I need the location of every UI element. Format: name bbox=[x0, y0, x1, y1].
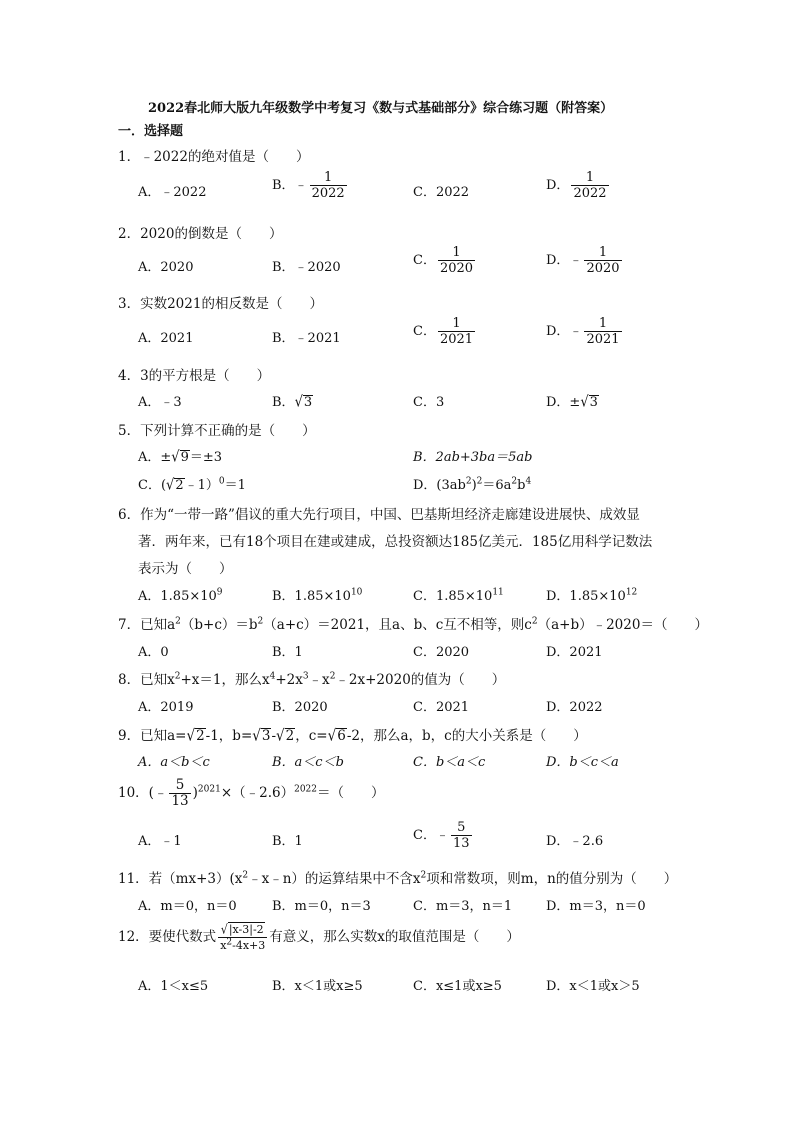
q3-option-b: B．﹣2021 bbox=[272, 331, 341, 346]
q5-a-suffix: ＝±3 bbox=[189, 450, 223, 465]
q11-option-a: A．m＝0，n＝0 bbox=[138, 899, 237, 914]
q11-exp1: 2 bbox=[242, 870, 249, 881]
q7-part4: （a+b）﹣2020＝（ ） bbox=[537, 617, 708, 633]
q8-part1: 8．已知x bbox=[118, 672, 175, 688]
q6-option-a bbox=[138, 585, 223, 604]
q9-radicand1: 2 bbox=[196, 728, 205, 744]
q12-numerator bbox=[218, 922, 267, 937]
q9-radicand4: 6 bbox=[337, 728, 346, 744]
q2-c-fraction bbox=[438, 245, 475, 276]
question-11-stem bbox=[118, 867, 677, 887]
q8-part4: ﹣x bbox=[308, 672, 330, 688]
q8-part2: +x＝1，那么x bbox=[180, 672, 270, 688]
q10-c-numerator: 5 bbox=[457, 820, 466, 835]
sqrt-sign: √ bbox=[186, 726, 196, 746]
section-heading: 一．选择题 bbox=[118, 124, 184, 139]
q5-d-exp4: 4 bbox=[525, 476, 532, 487]
q9-part3: - bbox=[271, 728, 277, 744]
q1-option-a: A．﹣2022 bbox=[138, 185, 207, 200]
q3-c-numerator: 1 bbox=[452, 316, 461, 331]
q8-exp-a: 2 bbox=[174, 671, 181, 682]
q8-option-c: C．2021 bbox=[413, 700, 470, 715]
q12-option-c: C．x≤1或x≥5 bbox=[413, 979, 502, 994]
q2-d-numerator: 1 bbox=[598, 245, 608, 260]
q8-part5: ﹣2x+2020的值为（ ） bbox=[335, 672, 506, 688]
q5-d-mid: ) bbox=[471, 478, 477, 493]
q2-d-denominator: 2020 bbox=[586, 261, 620, 276]
q12-option-a: A．1＜x≤5 bbox=[138, 979, 209, 994]
q6-c-base: C．1.85×10 bbox=[413, 589, 493, 604]
question-4-stem: 4．3的平方根是（ ） bbox=[118, 368, 271, 384]
sqrt-sign: √ bbox=[276, 726, 285, 746]
q11-option-b: B．m＝0，n＝3 bbox=[272, 899, 371, 914]
q5-option-d bbox=[413, 474, 531, 493]
q2-c-prefix: C． bbox=[413, 253, 436, 268]
question-1-stem: 1．﹣2022的绝对值是（ ） bbox=[118, 149, 310, 165]
q10-fraction bbox=[169, 778, 190, 809]
q5-d-suffix2: b bbox=[517, 478, 526, 493]
q3-c-fraction bbox=[438, 316, 475, 347]
q10-c-prefix: C．﹣ bbox=[413, 828, 449, 843]
q11-part3: 项和常数项，则m，n的值分别为（ ） bbox=[426, 871, 678, 887]
q3-option-d bbox=[546, 316, 624, 347]
q10-exp2: 2022 bbox=[294, 784, 318, 795]
question-7-stem bbox=[118, 613, 708, 633]
q10-c-fraction bbox=[451, 820, 472, 851]
q9-option-d: D．b＜c＜a bbox=[546, 755, 619, 770]
q9-radicand3: 2 bbox=[285, 728, 295, 744]
q2-d-fraction bbox=[584, 245, 621, 276]
q8-exp-b: 4 bbox=[269, 671, 276, 682]
q9-part1: 9．已知a= bbox=[118, 728, 187, 744]
q6-a-exponent: 9 bbox=[216, 587, 223, 598]
q6-d-exponent: 12 bbox=[625, 587, 638, 598]
q1-d-prefix: D． bbox=[546, 178, 570, 193]
q3-d-fraction bbox=[584, 316, 621, 347]
q10-part2: ) bbox=[192, 785, 198, 801]
q10-part4: ＝（ ） bbox=[317, 785, 385, 801]
q6-c-exponent: 11 bbox=[492, 587, 504, 598]
q12-den-b: -4x+3 bbox=[232, 939, 266, 952]
q5-c-prefix: C．( bbox=[138, 478, 167, 493]
q6-a-base: A．1.85×10 bbox=[138, 589, 217, 604]
q9-part2: -1，b= bbox=[205, 728, 253, 744]
q5-option-a bbox=[138, 446, 222, 465]
q7-exp2: 2 bbox=[257, 616, 264, 627]
question-6-line-2: 著．两年来，已有18个项目在建或建成，总投资额达185亿美元．185亿用科学记数法 bbox=[138, 534, 653, 550]
q3-d-denominator: 2021 bbox=[586, 332, 620, 347]
q1-d-fraction bbox=[571, 170, 608, 201]
q2-c-denominator: 2020 bbox=[439, 261, 474, 276]
q5-c-radicand: 2 bbox=[175, 478, 184, 493]
q11-option-c: C．m＝3，n＝1 bbox=[413, 899, 513, 914]
q1-d-denominator: 2022 bbox=[573, 186, 607, 201]
q12-radicand: |x-3|-2 bbox=[228, 923, 264, 936]
q10-option-c bbox=[413, 820, 474, 851]
q1-b-denominator: 2022 bbox=[311, 186, 345, 201]
q4-b-radicand: 3 bbox=[303, 395, 313, 410]
q1-option-c: C．2022 bbox=[413, 185, 470, 200]
q5-d-prefix: D．(3ab bbox=[413, 478, 466, 493]
q7-part3: （a+c）＝2021，且a、b、c互不相等，则c bbox=[263, 617, 532, 633]
sqrt-sign: √ bbox=[294, 393, 303, 412]
q3-c-prefix: C． bbox=[413, 324, 436, 339]
question-10-stem bbox=[118, 778, 385, 809]
sqrt-sign: √ bbox=[166, 476, 175, 495]
q6-d-base: D．1.85×10 bbox=[546, 589, 626, 604]
q9-option-b: B．a＜c＜b bbox=[272, 755, 344, 770]
page-title: 2022春北师大版九年级数学中考复习《数与式基础部分》综合练习题（附答案） bbox=[148, 101, 614, 116]
q1-option-b bbox=[272, 170, 349, 201]
q5-option-c bbox=[138, 474, 246, 493]
q2-option-a: A．2020 bbox=[138, 260, 194, 275]
q3-d-prefix: D．﹣ bbox=[546, 324, 583, 339]
question-6-line-1: 6．作为“一带一路”倡议的重大先行项目，中国、巴基斯坦经济走廊建设进展快、成效显 bbox=[118, 507, 640, 523]
q6-option-d bbox=[546, 585, 637, 604]
q4-option-d bbox=[546, 391, 599, 410]
q10-c-denominator: 13 bbox=[452, 836, 470, 851]
q3-d-numerator: 1 bbox=[598, 316, 608, 331]
q8-exp-c: 3 bbox=[302, 671, 309, 682]
question-9-stem bbox=[118, 724, 587, 744]
q3-option-a: A．2021 bbox=[138, 331, 194, 346]
q9-option-a: A．a＜b＜c bbox=[138, 755, 210, 770]
q1-d-numerator: 1 bbox=[585, 170, 595, 185]
q6-option-c bbox=[413, 585, 504, 604]
question-8-stem bbox=[118, 668, 505, 688]
q7-part2: （b+c）＝b bbox=[180, 617, 258, 633]
q2-option-c bbox=[413, 245, 477, 276]
q11-part2: ﹣x﹣n）的运算结果中不含x bbox=[248, 871, 421, 887]
q5-d-suffix: ＝6a bbox=[482, 478, 512, 493]
q4-option-c: C．3 bbox=[413, 395, 445, 410]
q10-option-a: A．﹣1 bbox=[138, 834, 182, 849]
q3-c-denominator: 2021 bbox=[439, 332, 474, 347]
q2-d-prefix: D．﹣ bbox=[546, 253, 583, 268]
q12-denominator bbox=[218, 937, 267, 953]
q12-den-a: x bbox=[220, 939, 227, 952]
q10-denominator: 13 bbox=[171, 793, 189, 809]
sqrt-sign: √ bbox=[252, 726, 261, 746]
q8-exp-d: 2 bbox=[329, 671, 336, 682]
q4-d-prefix: D．± bbox=[546, 395, 581, 410]
q6-b-base: B．1.85×10 bbox=[272, 589, 351, 604]
q7-option-b: B．1 bbox=[272, 645, 303, 660]
q5-c-suffix: ＝1 bbox=[224, 478, 246, 493]
sqrt-sign: √ bbox=[220, 922, 228, 937]
q12-part2: 有意义，那么实数x的取值范围是（ ） bbox=[269, 929, 520, 945]
q1-option-d bbox=[546, 170, 611, 201]
q12-option-b: B．x＜1或x≥5 bbox=[272, 979, 363, 994]
q10-option-b: B．1 bbox=[272, 834, 303, 849]
q12-option-d: D．x＜1或x＞5 bbox=[546, 979, 640, 994]
q4-option-b bbox=[272, 391, 313, 410]
q5-option-b: B．2ab+3ba＝5ab bbox=[413, 450, 533, 465]
q5-a-prefix: A．± bbox=[138, 450, 172, 465]
q5-d-exp3: 2 bbox=[511, 476, 518, 487]
q2-option-d bbox=[546, 245, 624, 276]
sqrt-sign: √ bbox=[580, 393, 589, 412]
q7-option-d: D．2021 bbox=[546, 645, 603, 660]
q2-c-numerator: 1 bbox=[452, 245, 461, 260]
q7-option-a: A．0 bbox=[138, 645, 169, 660]
q9-part5: -2，那么a，b，c的大小关系是（ ） bbox=[346, 728, 587, 744]
sqrt-sign: √ bbox=[327, 726, 337, 746]
q11-exp2: 2 bbox=[420, 870, 427, 881]
q10-exp1: 2021 bbox=[197, 784, 221, 795]
q7-exp1: 2 bbox=[175, 616, 181, 627]
q8-option-b: B．2020 bbox=[272, 700, 328, 715]
q5-c-mid: ﹣1） bbox=[184, 478, 219, 493]
q4-b-prefix: B． bbox=[272, 395, 295, 410]
q11-part1: 11．若（mx+3）(x bbox=[118, 871, 243, 887]
q1-b-fraction bbox=[310, 170, 347, 201]
q2-option-b: B．﹣2020 bbox=[272, 260, 341, 275]
q9-part4: ，c= bbox=[295, 728, 328, 744]
q1-b-numerator: 1 bbox=[323, 170, 333, 185]
q10-part3: ×（﹣2.6） bbox=[220, 785, 295, 801]
q1-b-prefix: B．﹣ bbox=[272, 178, 308, 193]
q10-numerator: 5 bbox=[175, 777, 185, 793]
sqrt-sign: √ bbox=[171, 448, 180, 467]
question-6-line-3: 表示为（ ） bbox=[138, 561, 233, 577]
question-12-stem bbox=[118, 922, 520, 953]
q3-option-c bbox=[413, 316, 477, 347]
q7-exp3: 2 bbox=[531, 616, 538, 627]
q9-radicand2: 3 bbox=[261, 728, 271, 744]
q4-option-a: A．﹣3 bbox=[138, 395, 182, 410]
q4-d-radicand: 3 bbox=[589, 395, 598, 410]
q12-part1: 12．要使代数式 bbox=[118, 929, 217, 945]
q11-option-d: D．m＝3，n＝0 bbox=[546, 899, 646, 914]
q5-a-radicand: 9 bbox=[180, 450, 189, 465]
q12-fraction bbox=[218, 922, 267, 953]
q6-b-exponent: 10 bbox=[350, 587, 363, 598]
q12-den-exp: 2 bbox=[226, 937, 233, 948]
q7-part1: 7．已知a bbox=[118, 617, 176, 633]
q5-d-exp1: 2 bbox=[465, 476, 472, 487]
q6-option-b bbox=[272, 585, 362, 604]
q10-part1: 10．(﹣ bbox=[118, 785, 168, 801]
q7-option-c: C．2020 bbox=[413, 645, 470, 660]
q5-c-exponent: 0 bbox=[218, 476, 225, 487]
q10-option-d: D．﹣2.6 bbox=[546, 834, 604, 849]
q8-option-d: D．2022 bbox=[546, 700, 603, 715]
q5-d-exp2: 2 bbox=[476, 476, 483, 487]
question-3-stem: 3．实数2021的相反数是（ ） bbox=[118, 296, 323, 312]
q8-part3: +2x bbox=[275, 672, 303, 688]
q9-option-c: C．b＜a＜c bbox=[413, 755, 486, 770]
q8-option-a: A．2019 bbox=[138, 700, 194, 715]
question-5-stem: 5．下列计算不正确的是（ ） bbox=[118, 423, 316, 439]
question-2-stem: 2．2020的倒数是（ ） bbox=[118, 226, 283, 242]
